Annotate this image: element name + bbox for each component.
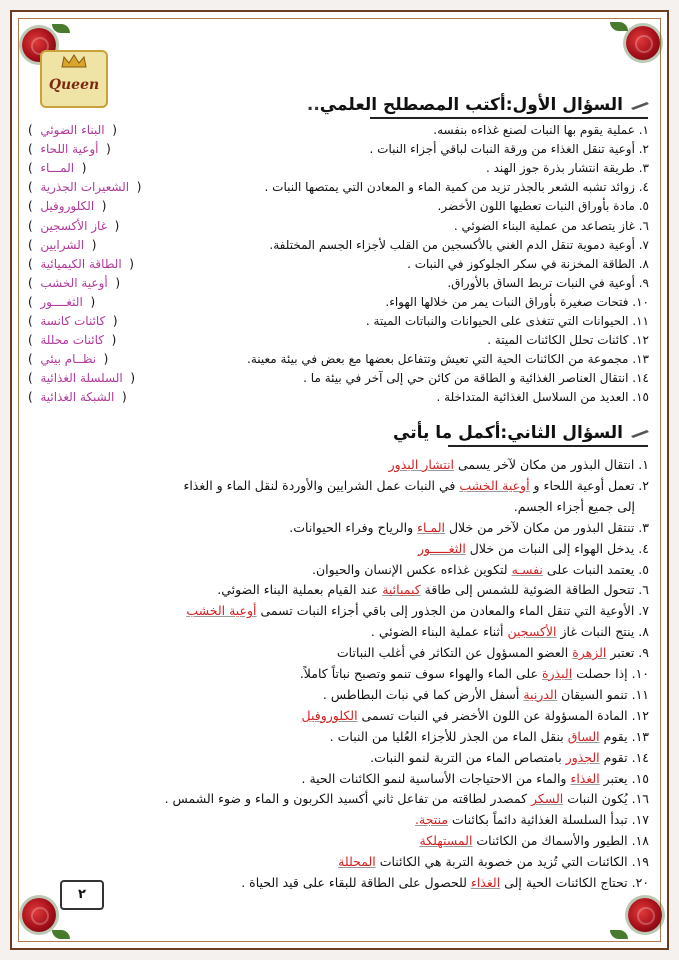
- q2-item: [420, 831, 650, 850]
- q2-item: [337, 643, 649, 662]
- q1-item: [28, 274, 649, 293]
- q1-question: ١٥. العديد من السلاسل الغذائية المتداخلة .: [436, 390, 649, 405]
- q2-item: [241, 873, 649, 892]
- q2-filled-answer: البذرة: [541, 666, 573, 681]
- q1-item: [28, 159, 649, 178]
- q2-item: [415, 810, 649, 829]
- pen-icon: [629, 428, 651, 438]
- q2-filled-answer: الغذاء: [470, 875, 501, 890]
- q1-item: [28, 255, 649, 274]
- q1-item: [28, 369, 649, 388]
- q1-answer-value: الشعيرات الجذرية: [40, 180, 130, 195]
- q1-answer-value: الثغــــور: [40, 294, 83, 309]
- q1-answer: ( السلسلة الغذائية ): [28, 371, 136, 386]
- pen-icon: [629, 100, 651, 110]
- q1-item: [28, 197, 649, 216]
- rose-bottom-left-icon: [22, 898, 56, 932]
- q2-title: [393, 423, 651, 443]
- q2-text-cont: للحصول على الطاقة للبقاء على قيد الحياة .: [241, 875, 471, 890]
- q2-filled-answer: منتجة.: [415, 812, 449, 828]
- q2-filled-answer: الأكسجين: [507, 624, 557, 640]
- q2-text: ٢. تعمل أوعية اللحاء و: [529, 477, 649, 493]
- q2-text: ٣. تنتقل البذور من مكان لآخر من خلال: [444, 519, 649, 535]
- q1-question: ٧. أوعية دموية تنقل الدم الغني بالأكسجين من القلب لأجزاء الجسم المختلفة.: [269, 237, 649, 252]
- q1-answer-value: أوعية الخشب: [40, 275, 108, 290]
- q1-answer-value: غاز الأكسجين: [40, 218, 107, 233]
- q1-question: ١٠. فتحات صغيرة بأوراق النبات يمر من خلالها الهواء.: [385, 294, 649, 309]
- q2-filled-answer: كيميائية: [382, 582, 421, 598]
- q1-answer-value: كائنات محللة: [40, 333, 104, 348]
- q1-question: ١. عملية يقوم بها النبات لصنع غذاءه بنفسه.: [433, 123, 649, 137]
- q2-filled-answer: أوعية الخشب: [459, 477, 530, 493]
- q2-filled-answer: الغذاء: [570, 770, 600, 786]
- q1-question: ٢. أوعية تنقل الغذاء من ورقة النبات لباقي أجزاء النبات .: [369, 142, 649, 157]
- q1-question: ١٣. مجموعة من الكائنات الحية التي تعيش وتتفاعل بعضها مع بعض في بيئة معينة.: [247, 352, 649, 367]
- q1-answer: ( الشرايين ): [28, 237, 97, 252]
- q1-answer-value: الكلوروفيل: [40, 199, 95, 214]
- q2-item: [312, 560, 649, 579]
- q2-filled-answer: الثغـــــور: [417, 540, 466, 556]
- q1-title-text: السؤال الأول:أكتب المصطلح العلمي: [319, 95, 623, 115]
- rose-bottom-right-icon: [628, 898, 662, 932]
- q1-answer: ( الطاقة الكيميائية ): [28, 256, 134, 271]
- q1-answer-value: كائنات كانسة: [40, 314, 106, 328]
- q2-text-cont: كمصدر لطاقته من تفاعل ثاني أكسيد الكربون و الماء و ضوء الشمس .: [164, 791, 531, 807]
- q2-text-cont: في النبات عمل الشرايين والأوردة لنقل الماء و الغذاء: [183, 477, 460, 493]
- q1-answer: ( غاز الأكسجين ): [28, 218, 120, 233]
- q1-question: ١٤. انتقال العناصر الغذائية و الطاقة من كائن حي إلى آخر في بيئة ما .: [303, 371, 649, 386]
- q1-question: ٦. غاز يتصاعد من عملية البناء الضوئي .: [453, 218, 649, 233]
- q2-filled-answer: الدرنية: [523, 686, 558, 702]
- q1-answer: ( المـــاء ): [28, 161, 87, 176]
- q2-filled-answer: الزهرة: [572, 645, 607, 661]
- q1-answer-value: نظــام بيئي: [40, 352, 97, 367]
- q1-question: ٣. طريقة انتشار بذرة جوز الهند .: [485, 161, 649, 176]
- q2-text-cont: أسفل الأرض كما في نبات البطاطس .: [322, 686, 524, 702]
- q2-filled-answer: نفسـه: [511, 561, 543, 577]
- q1-answer: ( الثغــــور ): [28, 294, 96, 309]
- q2-text: ١٩. الكائنات التي تُزيد من خصوبة التربة هي الكائنات: [375, 854, 649, 870]
- q1-item: [28, 178, 649, 197]
- q1-item: [28, 140, 649, 159]
- q2-text-cont: بامتصاص الماء من التربة لنمو النبات.: [370, 749, 566, 765]
- q2-text: ١٨. الطيور والأسماك من الكائنات: [472, 833, 649, 849]
- q2-filled-answer: انتشار البذور: [388, 457, 455, 472]
- q2-item: [217, 580, 649, 599]
- q2-text: ١٥. يعتبر: [599, 770, 649, 786]
- q2-text: ٢٠. تحتاج الكائنات الحية إلى: [500, 875, 649, 890]
- q2-item: [301, 706, 649, 725]
- q2-text-cont: والماء من الاحتياجات الأساسية لنمو الكائنات الحية .: [301, 770, 571, 786]
- q2-item: [289, 518, 649, 537]
- q2-text: ٩. تعتبر: [606, 645, 649, 661]
- q2-text: ١٦. يُكون النبات: [563, 791, 649, 807]
- q2-text: ١. انتقال البذور من مكان لآخر يسمى: [454, 457, 649, 472]
- q2-text: ١٤. تقوم: [599, 749, 649, 765]
- q2-item: [371, 622, 649, 641]
- q2-item: [186, 601, 649, 620]
- q2-filled-answer: أوعية الخشب: [186, 603, 257, 619]
- q2-text-cont: والرياح وفراء الحيوانات.: [289, 519, 418, 535]
- q2-item: [300, 664, 649, 683]
- q2-text-cont: أثناء عملية البناء الضوئي .: [370, 624, 508, 640]
- q1-question: ٤. زوائد تشبه الشعر بالجذر تزيد من كمية الماء و المعادن التي يمتصها النبات .: [264, 180, 649, 195]
- q2-item: [370, 748, 649, 767]
- q1-question: ١٢. كائنات تحلل الكائنات الميتة .: [487, 333, 649, 348]
- q2-text: ٥. يعتمد النبات على: [542, 561, 649, 577]
- q1-question: ٩. أوعية في النبات تربط الساق بالأوراق.: [447, 275, 649, 290]
- q2-text-cont: العضو المسؤول عن التكاثر في أغلب النباتات: [336, 645, 573, 661]
- q2-filled-answer: السكر: [531, 791, 564, 807]
- q2-text: ٧. الأوعية التي تنقل الماء والمعادن من الجذور إلى باقي أجزاء النبات تسمى: [256, 603, 649, 619]
- rose-top-right-icon: [626, 26, 660, 60]
- q2-text: ٤. يدخل الهواء إلى النبات من خلال: [465, 540, 649, 556]
- q1-answer-value: الطاقة الكيميائية: [40, 256, 122, 271]
- q2-text: ١٠. إذا حصلت: [572, 666, 649, 681]
- q1-answer: ( الشعيرات الجذرية ): [28, 180, 142, 195]
- q1-answer: ( البناء الضوئي ): [28, 123, 117, 137]
- page-number: ٢: [60, 880, 104, 910]
- q2-filled-answer: الكلوروفيل: [301, 707, 358, 723]
- q2-filled-answer: الجذور: [565, 749, 600, 765]
- q2-text-cont: بنقل الماء من الجذر للأجزاء العُليا من النبات .: [329, 728, 568, 744]
- q2-item: [302, 769, 649, 788]
- q1-answer: ( الكلوروفيل ): [28, 199, 107, 214]
- q1-item: [28, 293, 649, 312]
- q2-item: [514, 497, 635, 516]
- q2-text: ٦. تتحول الطاقة الضوئية للشمس إلى طاقة: [420, 582, 649, 598]
- q2-text-cont: على الماء والهواء سوف تنمو وتصبح نباتاً كاملاً.: [299, 666, 542, 681]
- q1-answer-value: المـــاء: [40, 161, 75, 176]
- q1-item: [28, 236, 649, 255]
- q2-filled-answer: المحللة: [338, 854, 376, 870]
- q1-item: [28, 331, 649, 350]
- q1-answer-value: السلسلة الغذائية: [40, 371, 123, 386]
- q1-answer: ( أوعية اللحاء ): [28, 142, 111, 157]
- q1-item: [28, 121, 649, 140]
- q2-item: [330, 727, 649, 746]
- q2-text: ٨. ينتج النبات غاز: [556, 624, 649, 640]
- q1-question: ٨. الطاقة المخزنة في سكر الجلوكوز في النبات .: [407, 256, 649, 271]
- q1-answer-value: الشبكة الغذائية: [40, 390, 115, 405]
- q2-filled-answer: المستهلكة: [419, 833, 473, 849]
- q2-text-cont: عند القيام بعملية البناء الضوئي.: [217, 582, 383, 598]
- q2-item: [183, 476, 649, 495]
- q2-item: [323, 685, 649, 704]
- q2-filled-answer: الساق: [567, 728, 600, 744]
- q1-answer-value: البناء الضوئي: [40, 123, 105, 137]
- q1-title: [307, 95, 651, 115]
- q1-item: [28, 350, 649, 369]
- q1-title-dots: ..: [306, 95, 320, 115]
- q2-text: ١٣. يقوم: [599, 728, 649, 744]
- q1-answer-value: الشرايين: [40, 237, 85, 252]
- q2-text: ١٢. المادة المسؤولة عن اللون الأخضر في النبات تسمى: [357, 707, 649, 723]
- q1-title-underline: [370, 117, 648, 119]
- q1-answer-value: أوعية اللحاء: [40, 142, 99, 157]
- q2-filled-answer: المـاء: [417, 519, 445, 535]
- q2-text: إلى جميع أجزاء الجسم.: [513, 498, 635, 514]
- q1-answer: ( كائنات كانسة ): [28, 314, 118, 328]
- q1-answer: ( أوعية الخشب ): [28, 275, 121, 290]
- logo-text: Queen: [48, 77, 100, 93]
- q2-title-text: السؤال الثاني:أكمل ما يأتي: [393, 423, 623, 443]
- q2-item: [165, 789, 649, 808]
- q1-question: ١١. الحيوانات التي تتغذى على الحيوانات والنباتات الميتة .: [365, 314, 649, 328]
- q2-item: [418, 539, 649, 558]
- q2-item: [389, 455, 649, 474]
- q2-item: [338, 852, 649, 871]
- q1-answer: ( نظــام بيئي ): [28, 352, 109, 367]
- crown-icon: [61, 54, 87, 68]
- q1-item: [28, 388, 649, 407]
- q1-answer: ( الشبكة الغذائية ): [28, 390, 127, 405]
- q2-text: ١٧. تبدأ السلسلة الغذائية دائماً بكائنات: [448, 812, 649, 828]
- q2-title-underline: [448, 445, 648, 447]
- q1-answer: ( كائنات محللة ): [28, 333, 117, 348]
- q2-text-cont: لتكوين غذاءه عكس الإنسان والحيوان.: [312, 561, 512, 577]
- q1-question: ٥. مادة بأوراق النبات تعطيها اللون الأخضر.: [437, 199, 649, 214]
- q1-item: [28, 312, 649, 331]
- queen-logo: [40, 50, 108, 108]
- q2-text: ١١. تنمو السيقان: [557, 686, 649, 702]
- q1-item: [28, 217, 649, 236]
